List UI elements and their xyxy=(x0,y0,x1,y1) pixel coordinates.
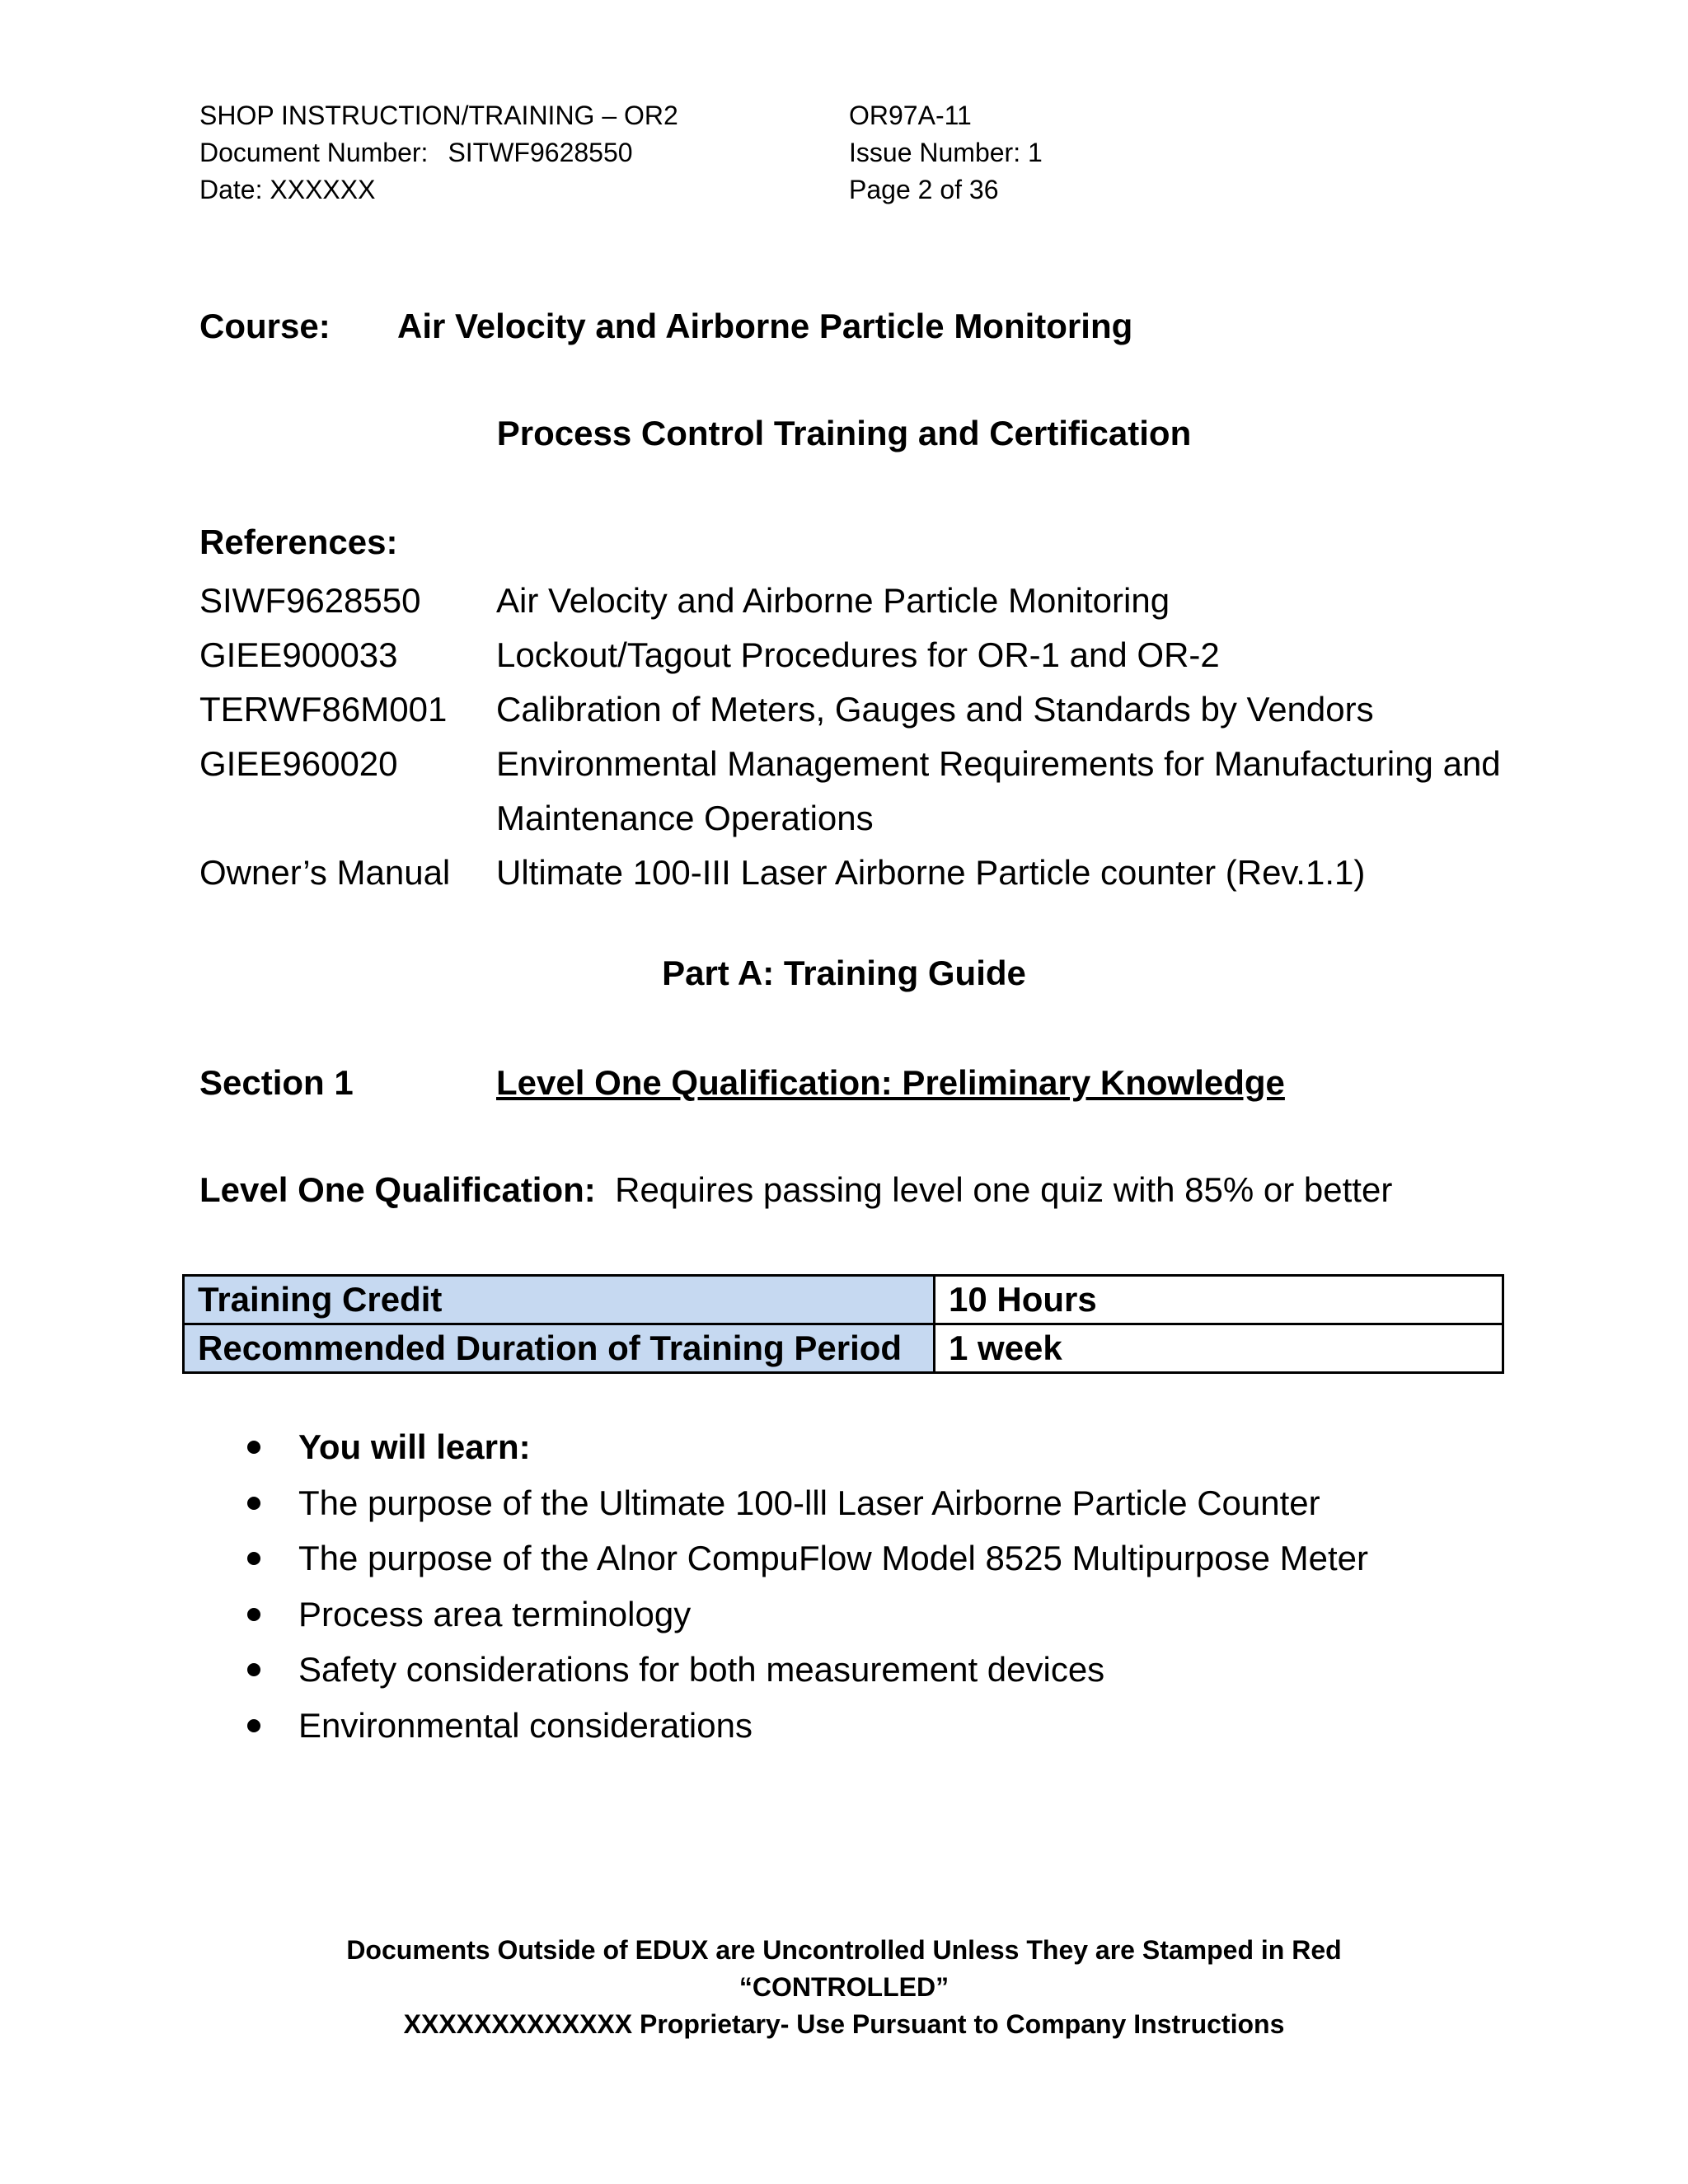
course-line xyxy=(199,307,1132,346)
learn-list xyxy=(247,1419,1368,1753)
section-label: Section 1 xyxy=(199,1063,354,1102)
bullet-icon xyxy=(247,1552,260,1565)
reference-title: Environmental Management Requirements for Manufacturing and Maintenance Operations xyxy=(496,744,1501,837)
header-page-number: Page 2 of 36 xyxy=(849,175,999,204)
document-number-label: Document Number: xyxy=(199,138,429,167)
part-a-title: Part A: Training Guide xyxy=(662,954,1026,992)
reference-title: Air Velocity and Airborne Particle Monitoring xyxy=(496,581,1170,620)
reference-code: GIEE960020 xyxy=(199,744,398,783)
learn-item-text: Safety considerations for both measurement devices xyxy=(298,1650,1105,1689)
reference-row xyxy=(199,846,1535,900)
table-row xyxy=(184,1276,1503,1324)
reference-row xyxy=(199,628,1535,682)
list-item xyxy=(247,1698,1368,1754)
table-cell-value: 1 week xyxy=(935,1324,1503,1373)
reference-code: GIEE900033 xyxy=(199,635,398,674)
learn-item-text: Process area terminology xyxy=(298,1594,692,1633)
list-item xyxy=(247,1642,1368,1698)
table-cell-label: Recommended Duration of Training Period xyxy=(184,1324,935,1373)
reference-row xyxy=(199,574,1535,628)
reference-title: Ultimate 100-III Laser Airborne Particle counter (Rev.1.1) xyxy=(496,853,1366,892)
reference-code: TERWF86M001 xyxy=(199,690,448,729)
reference-code: Owner’s Manual xyxy=(199,853,451,892)
header-issue-number: Issue Number: 1 xyxy=(849,138,1043,167)
learn-item-text: The purpose of the Alnor CompuFlow Model 8525 Multipurpose Meter xyxy=(298,1539,1369,1577)
bullet-icon xyxy=(247,1497,260,1510)
section-title: Level One Qualification: Preliminary Knowledge xyxy=(496,1063,1285,1102)
footer-proprietary-notice: XXXXXXXXXXXXX Proprietary- Use Pursuant to Company Instructions xyxy=(403,2009,1285,2039)
footer-controlled-stamp: “CONTROLLED” xyxy=(738,1972,950,2002)
learn-item-text: Environmental considerations xyxy=(298,1705,753,1745)
reference-row xyxy=(199,682,1535,737)
bullet-icon xyxy=(247,1608,260,1621)
course-label: Course: xyxy=(199,307,331,345)
header-right-block xyxy=(849,97,1043,209)
header-code: OR97A-11 xyxy=(849,101,972,130)
training-credit-table xyxy=(182,1274,1504,1374)
list-item xyxy=(247,1419,1368,1475)
section-heading xyxy=(199,1063,1285,1103)
course-subtitle: Process Control Training and Certification xyxy=(496,414,1192,452)
qualification-line xyxy=(199,1170,1392,1210)
learn-item-text: The purpose of the Ultimate 100-lll Laser Airborne Particle Counter xyxy=(298,1483,1320,1522)
reference-title: Lockout/Tagout Procedures for OR-1 and OR-2 xyxy=(496,635,1220,674)
reference-row xyxy=(199,737,1535,846)
reference-code: SIWF9628550 xyxy=(199,581,421,620)
document-number-value: SITWF9628550 xyxy=(448,138,633,167)
references-list xyxy=(199,574,1535,900)
list-item xyxy=(247,1530,1368,1586)
bullet-icon xyxy=(247,1441,260,1454)
header-left-block xyxy=(199,97,678,209)
learn-heading: You will learn: xyxy=(298,1427,531,1466)
bullet-icon xyxy=(247,1663,260,1676)
course-title: Air Velocity and Airborne Particle Monitoring xyxy=(397,307,1133,345)
header-date: Date: XXXXXX xyxy=(199,175,376,204)
table-cell-label: Training Credit xyxy=(184,1276,935,1324)
list-item xyxy=(247,1586,1368,1643)
table-cell-value: 10 Hours xyxy=(935,1276,1503,1324)
reference-title: Calibration of Meters, Gauges and Standards by Vendors xyxy=(496,690,1374,729)
header-document-number xyxy=(199,134,678,171)
list-item xyxy=(247,1475,1368,1531)
qualification-text: Requires passing level one quiz with 85% or better xyxy=(615,1170,1393,1209)
table-row xyxy=(184,1324,1503,1373)
qualification-label: Level One Qualification: xyxy=(199,1170,596,1209)
footer-control-notice: Documents Outside of EDUX are Uncontrolled Unless They are Stamped in Red xyxy=(346,1935,1342,1965)
references-heading: References: xyxy=(199,523,398,561)
header-title: SHOP INSTRUCTION/TRAINING – OR2 xyxy=(199,101,678,130)
bullet-icon xyxy=(247,1719,260,1732)
